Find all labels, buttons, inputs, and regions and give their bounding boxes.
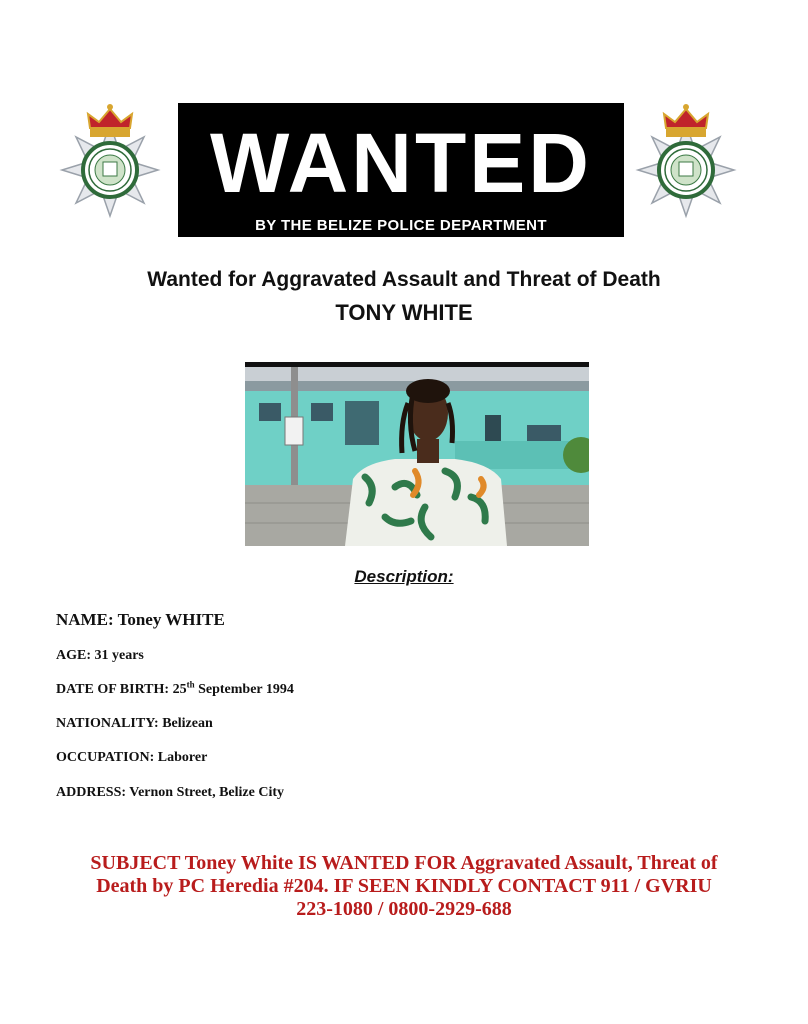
field-address — [56, 785, 284, 801]
police-badge-left-icon — [54, 100, 166, 222]
notice-line-2: Death by PC Heredia #204. IF SEEN KINDLY CONTACT 911 / GVRIU — [96, 875, 712, 897]
field-address-label: ADDRESS: — [56, 785, 127, 800]
field-name — [56, 610, 225, 630]
subject-name: TONY WHITE — [335, 300, 473, 325]
field-dob — [56, 679, 294, 698]
description-title: Description: — [354, 567, 454, 586]
suspect-photo — [245, 362, 589, 546]
field-nationality-value: Belizean — [162, 716, 213, 731]
field-dob-day: 25 — [172, 682, 187, 697]
wanted-notice — [40, 852, 768, 921]
field-nationality-label: NATIONALITY: — [56, 716, 159, 731]
police-badge-right-icon — [630, 100, 742, 222]
field-nationality — [56, 716, 213, 732]
notice-line-1: SUBJECT Toney White IS WANTED FOR Aggravated Assault, Threat of — [90, 852, 718, 874]
field-occupation-label: OCCUPATION: — [56, 750, 155, 765]
field-address-value: Vernon Street, Belize City — [129, 785, 285, 800]
field-dob-rest: September 1994 — [198, 682, 294, 697]
charge-line: Wanted for Aggravated Assault and Threat of Death — [147, 268, 661, 291]
notice-line-3: 223-1080 / 0800-2929-688 — [296, 898, 512, 920]
wanted-banner — [178, 103, 624, 237]
field-age-label: AGE: — [56, 648, 91, 663]
wanted-title: WANTED — [210, 116, 592, 210]
field-age-value: 31 years — [94, 648, 144, 663]
field-occupation — [56, 750, 207, 766]
field-dob-label: DATE OF BIRTH: — [56, 682, 170, 697]
field-age — [56, 648, 144, 664]
field-name-label: NAME: — [56, 610, 114, 629]
field-name-value: Toney WHITE — [117, 610, 225, 629]
wanted-subtitle: BY THE BELIZE POLICE DEPARTMENT — [255, 217, 547, 234]
field-occupation-value: Laborer — [157, 750, 208, 765]
field-dob-suffix: th — [186, 679, 195, 690]
